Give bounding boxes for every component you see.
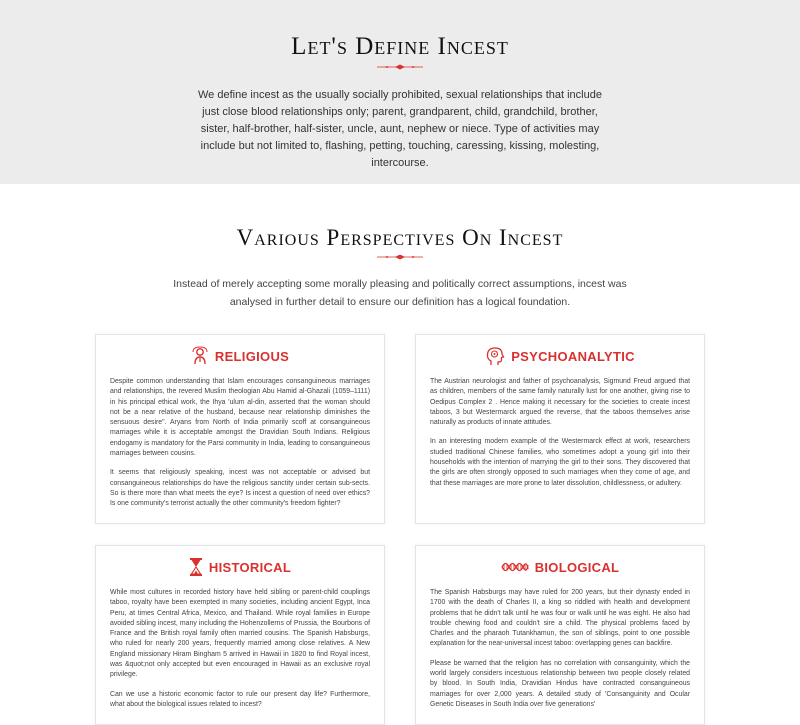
card-header	[430, 343, 690, 369]
card-paragraph: It seems that religiously speaking, incest was not acceptable or advised but consanguineous relationships do have the religious sanctity under certain sub-sects. So is there more than what meets the eye? Is incest a question of need over ethics? Is one community's terrorist actually the other community's freedom fighter?	[110, 469, 370, 508]
card-paragraph: Can we use a historic economic factor to rule our present day life? Furthermore, what about the biological issues related to incest?	[110, 690, 370, 708]
perspectives-title: Various Perspectives On Incest	[236, 225, 564, 250]
card-header	[110, 343, 370, 369]
card-psychoanalytic	[415, 334, 705, 524]
card-title: HISTORICAL	[208, 559, 292, 575]
perspectives-section	[0, 184, 800, 311]
card-paragraph: Please be warned that the religion has no correlation with consanguinity, which the world largely considers incestuous relationship between two people closely related by blood. In South India, Dravidian Hindus have contracted consanguineous marriages for over 2,000 years. A detailed study of 'Consanguinity and Ocular Genetic Diseases in South India over five generations'	[430, 659, 690, 708]
card-paragraph: The Spanish Habsburgs may have ruled for 200 years, but their dynasty ended in 1700 with the death of Charles II, a king so riddled with health and development problems that he didn't talk until he was four or walk until he was eight. He also had trouble chewing food and couldn't sire a child. The physical problems faced by Charles and the pharaoh Tutankhamun, the son of siblings, point to one possible explanation for the near-universal incest taboo: overlapping genes can backfire.	[430, 589, 690, 648]
card-title: BIOLOGICAL	[534, 559, 620, 575]
praying-person-icon	[191, 346, 209, 366]
card-header	[110, 554, 370, 580]
hourglass-icon	[189, 557, 203, 577]
dna-icon	[501, 559, 529, 575]
card-title: PSYCHOANALYTIC	[511, 348, 635, 364]
divider-ornament-icon	[377, 63, 423, 71]
card-header	[430, 554, 690, 580]
card-religious	[95, 334, 385, 524]
card-paragraph: In an interesting modern example of the Westermarck effect at work, researchers studied traditional Chinese families, who sometimes adopt a young girl into their households with the intention of marrying the girl to their sons. They discovered that the girls are often strongly opposed to such marriages when they come of age, and that these marriages are more prone to later dissolution, childlessness, or adultery.	[430, 438, 690, 487]
define-section	[0, 0, 800, 184]
card-paragraph: Despite common understanding that Islam encourages consanguineous marriages and relationships, the revered Muslim theologian Abu Hamid al-Ghazali (1059–1111) in his principal ethical work, the Ihya 'ulum al-din, asserted that the woman should not be a near relative of the husband, because near relationship diminishes the sensuous desire". Aryans from North of India primarily scoff at consanguineous marriages while it is acceptable amongst the Dravidian South Indians. Religious endogamy is mandatory for the Parsi community in India, leading to consanguineous marriages between cousins.	[110, 378, 370, 458]
card-title: RELIGIOUS	[214, 348, 290, 364]
card-biological	[415, 545, 705, 725]
card-historical	[95, 545, 385, 725]
divider-ornament-icon	[377, 253, 423, 261]
card-paragraph: While most cultures in recorded history have held sibling or parent-child couplings taboo, royalty have been exempted in many societies, including ancient Egypt, Inca Peru, at times Central Africa, Mexico, and Thailand. While royal families in Europe avoided sibling incest, many including the Hohenzollerns of Prussia, the Bourbons of France and the British royal family often married cousins. The Spanish Habsburgs, who ruled for nearly 200 years, frequently married among close relatives. A New England missionary Hiram Bingham 5 arrived in Hawaii in 1820 to find Royal incest, was &quot;not only accepted but even encouraged in Hawaii as an exclusive royal privilege.	[110, 589, 370, 679]
head-brain-icon	[485, 346, 505, 366]
card-paragraph: The Austrian neurologist and father of psychoanalysis, Sigmund Freud argued that as children, members of the same family naturally lust for one another, giving rise to Oedipus Complex 2 . Hence making it necessary for the societies to create incest taboos, 3 but Westermarck argued the reverse, that the taboos themselves arise naturally as products of innate attitudes.	[430, 378, 690, 427]
define-body: We define incest as the usually socially prohibited, sexual relationships that include just close blood relationships only; parent, grandparent, child, grandchild, brother, sister, half-brother, half-sister, uncle, aunt, nephew or niece. Type of activities may include but not limited to, flashing, petting, touching, caressing, kissing, molesting, intercourse.	[198, 89, 602, 169]
define-title: Let's Define Incest	[291, 33, 509, 60]
perspectives-intro: Instead of merely accepting some morally pleasing and politically correct assumptions, incest was analysed in further detail to ensure our definition has a logical foundation.	[173, 278, 627, 308]
